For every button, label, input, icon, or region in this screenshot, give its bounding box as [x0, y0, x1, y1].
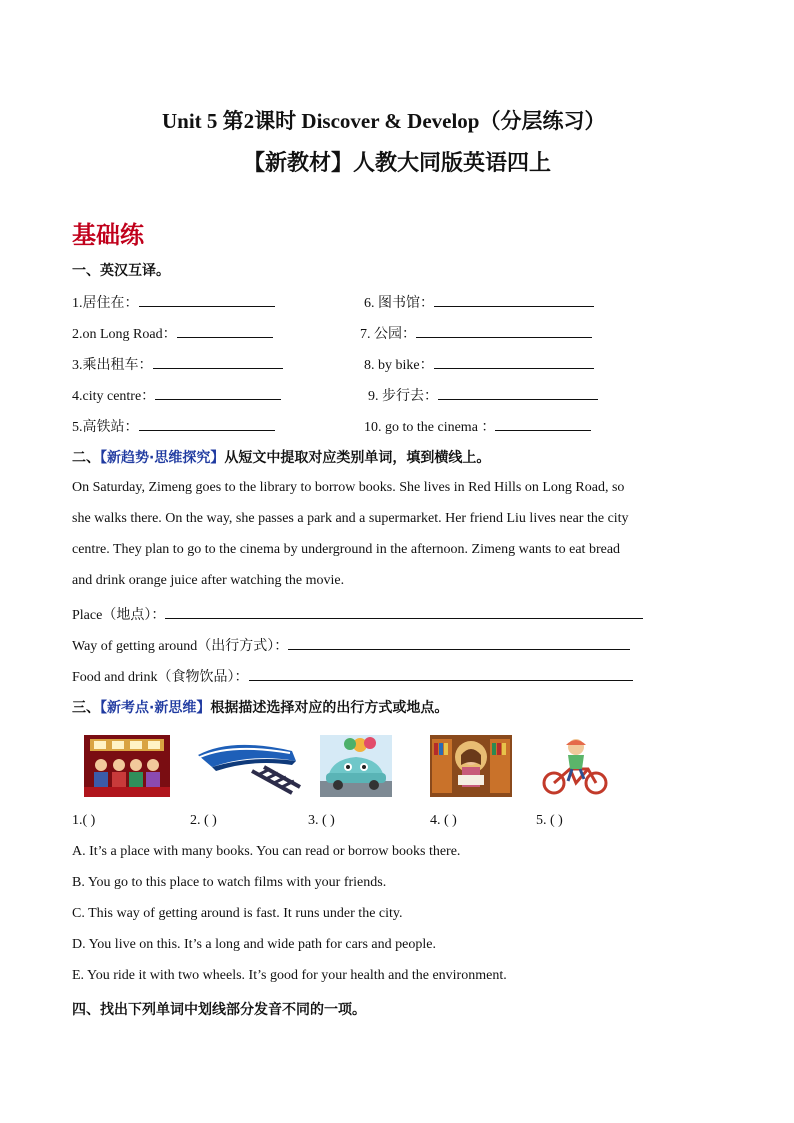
section1-heading: 一、英汉互译。: [72, 263, 170, 279]
option-e: E. You ride it with two wheels. It’s good for your health and the environment.: [72, 968, 507, 983]
page-subtitle: 【新教材】人教大同版英语四上: [242, 150, 551, 175]
translation-item: 6. 图书馆：: [364, 292, 594, 312]
translation-item: 1.居住在：: [72, 292, 275, 312]
option-c: C. This way of getting around is fast. It runs under the city.: [72, 906, 403, 921]
answer-blank[interactable]: [438, 385, 598, 400]
answer-blank[interactable]: [139, 416, 275, 431]
translation-item: 2.on Long Road：: [72, 323, 273, 343]
section2-heading: 二、【新趋势·思维探究】从短文中提取对应类别单词，填到横线上。: [72, 450, 491, 466]
answer-slot-5[interactable]: 5. ( ): [536, 813, 563, 828]
way-field: Way of getting around（出行方式）：: [72, 635, 630, 655]
translation-item: 8. by bike：: [364, 354, 594, 374]
answer-blank[interactable]: [416, 323, 592, 338]
option-a: A. It’s a place with many books. You can read or borrow books there.: [72, 844, 461, 859]
passage-line: On Saturday, Zimeng goes to the library to borrow books. She lives in Red Hills on Long Road, so: [72, 480, 625, 495]
answer-blank[interactable]: [495, 416, 591, 431]
translation-item: 4.city centre：: [72, 385, 281, 405]
section2-tag: 【新趋势·思维探究】: [100, 450, 225, 466]
answer-blank[interactable]: [165, 604, 643, 619]
answer-blank[interactable]: [249, 666, 633, 681]
answer-blank[interactable]: [177, 323, 273, 338]
cinema-image: [84, 735, 170, 797]
answer-blank[interactable]: [139, 292, 275, 307]
answer-slot-2[interactable]: 2. ( ): [190, 813, 217, 828]
answer-blank[interactable]: [288, 635, 630, 650]
library-image: [430, 735, 512, 797]
train-image: [192, 735, 304, 797]
answer-blank[interactable]: [153, 354, 283, 369]
section4-heading: 四、找出下列单词中划线部分发音不同的一项。: [72, 1002, 366, 1018]
translation-item: 9. 步行去：: [368, 385, 598, 405]
option-d: D. You live on this. It’s a long and wide path for cars and people.: [72, 937, 436, 952]
answer-blank[interactable]: [155, 385, 281, 400]
food-field: Food and drink（食物饮品）：: [72, 666, 633, 686]
answer-blank[interactable]: [434, 292, 594, 307]
answer-blank[interactable]: [434, 354, 594, 369]
translation-item: 3.乘出租车：: [72, 354, 283, 374]
passage-line: she walks there. On the way, she passes a park and a supermarket. Her friend Liu lives near the city: [72, 511, 629, 526]
level-heading: 基础练: [72, 221, 144, 249]
section3-heading: 三、【新考点·新思维】根据描述选择对应的出行方式或地点。: [72, 700, 449, 716]
car-image: [320, 735, 392, 797]
translation-item: 5.高铁站：: [72, 416, 275, 436]
bike-image: [542, 735, 608, 797]
place-field: Place（地点）：: [72, 604, 643, 624]
passage-line: and drink orange juice after watching the movie.: [72, 573, 345, 588]
passage-line: centre. They plan to go to the cinema by underground in the afternoon. Zimeng wants to eat bread: [72, 542, 621, 557]
answer-slot-1[interactable]: 1.( ): [72, 813, 96, 828]
answer-slot-3[interactable]: 3. ( ): [308, 813, 335, 828]
option-b: B. You go to this place to watch films with your friends.: [72, 875, 387, 890]
answer-slot-4[interactable]: 4. ( ): [430, 813, 457, 828]
page-title: Unit 5 第2课时 Discover & Develop（分层练习）: [162, 109, 606, 133]
translation-item: 7. 公园：: [360, 323, 592, 343]
translation-item: 10. go to the cinema ：: [364, 416, 591, 436]
section3-tag: 【新考点·新思维】: [100, 700, 211, 716]
